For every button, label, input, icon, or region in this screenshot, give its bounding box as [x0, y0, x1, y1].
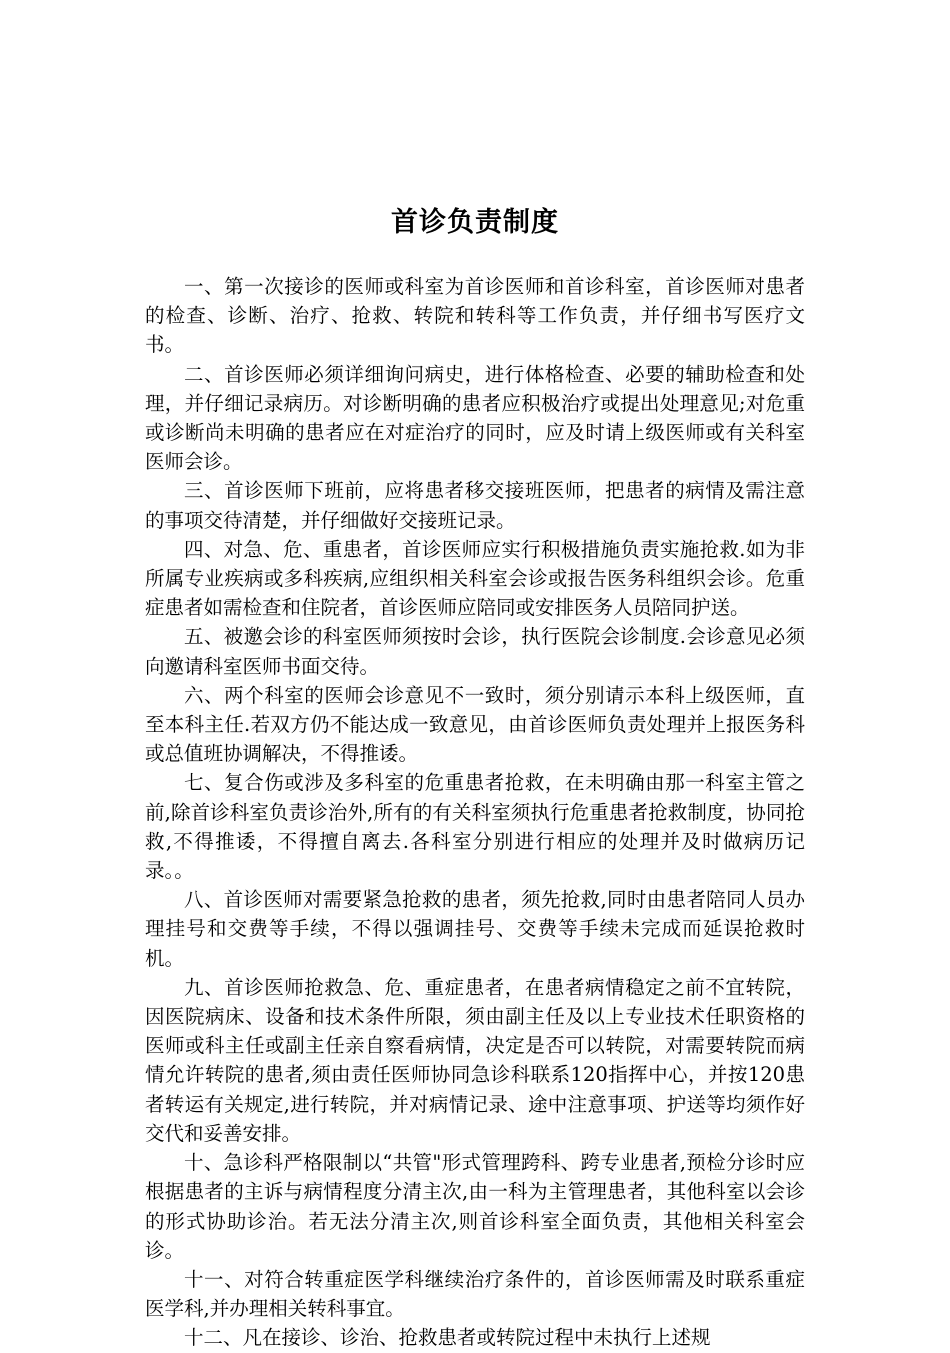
paragraph-10: 十、急诊科严格限制以“共管"形式管理跨科、跨专业患者,预检分诊时应根据患者的主诉与病情程度分清主次,由一科为主管理患者，其他科室以会诊的形式协助诊治。若无法分清主次,则首诊科室全面负责，其他相关科室会诊。 [145, 1151, 805, 1262]
paragraph-9: 九、首诊医师抢救急、危、重症患者，在患者病情稳定之前不宜转院，因医院病床、设备和技术条件所限，须由副主任及以上专业技术任职资格的医师或科主任或副主任亲自察看病情，决定是否可以转院，对需要转院而病情允许转院的患者,须由责任医师协同急诊科联系120指挥中心，并按120患者转运有关规定,进行转院，并对病情记录、途中注意事项、护送等均须作好交代和妥善安排。 [145, 975, 805, 1145]
paragraph-1: 一、第一次接诊的医师或科室为首诊医师和首诊科室，首诊医师对患者的检查、诊断、治疗、抢救、转院和转科等工作负责，并仔细书写医疗文书。 [145, 275, 805, 357]
paragraph-5: 五、被邀会诊的科室医师须按时会诊，执行医院会诊制度.会诊意见必须向邀请科室医师书面交待。 [145, 625, 805, 678]
paragraph-6: 六、两个科室的医师会诊意见不一致时，须分别请示本科上级医师，直至本科主任.若双方仍不能达成一致意见，由首诊医师负责处理并上报医务科或总值班协调解决，不得推诿。 [145, 683, 805, 766]
paragraph-2: 二、首诊医师必须详细询问病史，进行体格检查、必要的辅助检查和处理，并仔细记录病历。对诊断明确的患者应积极治疗或提出处理意见;对危重或诊断尚未明确的患者应在对症治疗的同时，应及时请上级医师或有关科室医师会诊。 [145, 362, 805, 474]
paragraph-12: 十二、凡在接诊、诊治、抢救患者或转院过程中未执行上述规 [184, 1326, 711, 1350]
paragraph-8: 八、首诊医师对需要紧急抢救的患者，须先抢救,同时由患者陪同人员办理挂号和交费等手续，不得以强调挂号、交费等手续未完成而延误抢救时机。 [145, 888, 805, 970]
paragraph-4: 四、对急、危、重患者，首诊医师应实行积极措施负责实施抢救.如为非所属专业疾病或多科疾病,应组织相关科室会诊或报告医务科组织会诊。危重症患者如需检查和住院者，首诊医师应陪同或安排医务人员陪同护送。 [145, 537, 805, 620]
document-title: 首诊负责制度 [391, 207, 559, 238]
paragraph-11: 十一、对符合转重症医学科继续治疗条件的，首诊医师需及时联系重症医学科,并办理相关转科事宜。 [145, 1267, 805, 1321]
paragraph-3: 三、首诊医师下班前，应将患者移交接班医师，把患者的病情及需注意的事项交待清楚，并仔细做好交接班记录。 [145, 479, 805, 532]
paragraph-7: 七、复合伤或涉及多科室的危重患者抢救，在未明确由那一科室主管之前,除首诊科室负责诊治外,所有的有关科室须执行危重患者抢救制度，协同抢救,不得推诿，不得擅自离去.各科室分别进行相应的处理并及时做病历记录。。 [145, 771, 805, 883]
document-body [145, 272, 805, 1353]
